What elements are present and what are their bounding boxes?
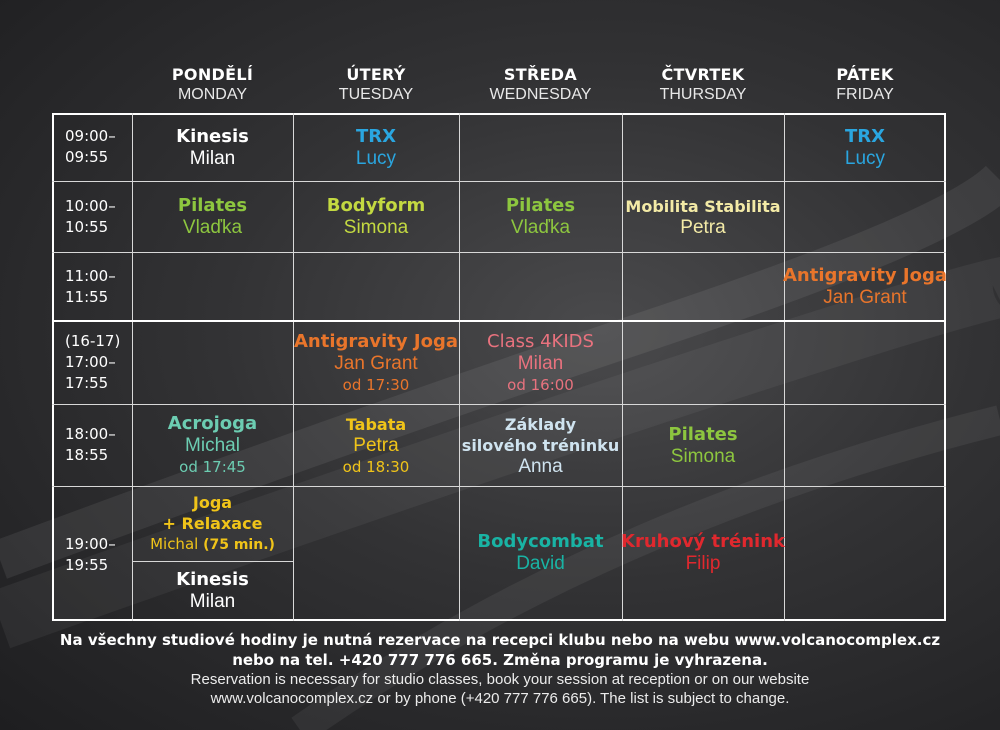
time-end: 19:55 — [65, 556, 109, 574]
time-start: 10:00– — [65, 197, 116, 215]
class-cell-thu-1000 — [622, 182, 784, 252]
class-cell-tue-0900 — [293, 115, 459, 181]
class-name-line1: Základy — [504, 414, 577, 434]
time-start: 18:00– — [65, 425, 116, 443]
time-start: 19:00– — [65, 535, 116, 553]
class-name: Antigravity Joga — [782, 264, 948, 286]
day-name-en: TUESDAY — [338, 86, 414, 103]
notice-en-line1: Reservation is necessary for studio classes, book your session at reception or on our website — [190, 671, 810, 688]
day-name-en: FRIDAY — [836, 86, 894, 103]
class-coach-line — [150, 534, 275, 556]
class-coach: David — [516, 553, 565, 574]
class-cell-mon-1800 — [132, 405, 293, 486]
time-slot-0900 — [52, 126, 132, 168]
notice-cz-line1: Na všechny studiové hodiny je nutná rezervace na recepci klubu nebo na webu www.volcanocomplex.cz — [59, 631, 941, 649]
class-coach: Simona — [670, 445, 736, 467]
class-name: Pilates — [668, 423, 738, 445]
class-name: TRX — [844, 126, 886, 147]
class-coach: Milan — [189, 148, 236, 169]
class-name: Kruhový trénink — [621, 531, 786, 552]
time-slot-1100 — [52, 266, 132, 308]
class-coach: Anna — [518, 455, 563, 477]
class-name: Pilates — [177, 195, 248, 216]
day-name-en: WEDNESDAY — [489, 86, 592, 103]
class-duration-note: (75 min.) — [203, 537, 275, 553]
day-name-en: MONDAY — [177, 86, 248, 103]
class-cell-mon-1900-kinesis — [132, 562, 293, 619]
day-name-cz: ÚTERÝ — [346, 65, 406, 84]
class-cell-mon-1000 — [132, 182, 293, 252]
class-time: od 16:00 — [507, 375, 574, 394]
class-name: Kinesis — [176, 568, 249, 590]
time-slot-1000 — [52, 196, 132, 238]
reservation-notice — [0, 630, 1000, 708]
class-name: Mobilita Stabilita — [625, 196, 781, 216]
class-cell-thu-1800 — [622, 405, 784, 486]
class-time: od 17:45 — [179, 458, 246, 476]
class-name-line2: silového tréninku — [461, 435, 620, 455]
class-coach: Filip — [685, 553, 721, 574]
class-time: od 18:30 — [342, 457, 410, 476]
notice-en-line2: www.volcanocomplex.cz or by phone (+420 777 776 665). The list is subject to change. — [210, 690, 790, 707]
class-cell-mon-0900 — [132, 115, 293, 181]
class-cell-wed-1800 — [459, 405, 622, 486]
class-name: Bodyform — [326, 195, 426, 216]
time-end: 09:55 — [65, 148, 109, 166]
class-coach: Petra — [680, 216, 726, 238]
time-prefix: (16-17) — [65, 332, 121, 350]
class-coach: Jan Grant — [334, 352, 418, 374]
class-name: Acrojoga — [167, 413, 258, 434]
time-slot-1900 — [52, 534, 132, 576]
notice-cz-line2: nebo na tel. +420 777 776 665. Změna programu je vyhrazena. — [232, 651, 768, 669]
class-coach: Simona — [343, 217, 409, 238]
day-header-tuesday — [293, 65, 459, 105]
class-coach: Petra — [353, 434, 399, 456]
day-name-cz: STŘEDA — [503, 65, 578, 84]
class-coach: Michal — [185, 435, 240, 456]
day-name-cz: ČTVRTEK — [661, 65, 745, 84]
day-name-en: THURSDAY — [659, 86, 747, 103]
time-end: 10:55 — [65, 218, 109, 236]
class-coach: Lucy — [844, 148, 886, 169]
time-start: 11:00– — [65, 267, 116, 285]
class-coach: Vlaďka — [182, 217, 243, 238]
class-cell-tue-1800 — [293, 405, 459, 486]
class-coach: Jan Grant — [823, 286, 907, 308]
time-end: 11:55 — [65, 288, 109, 306]
time-end: 18:55 — [65, 446, 109, 464]
class-name: Pilates — [505, 195, 576, 216]
time-start: 09:00– — [65, 127, 116, 145]
class-name: Class 4KIDS — [487, 330, 594, 352]
day-header-monday — [132, 65, 293, 105]
class-name: Kinesis — [176, 126, 249, 147]
class-name: Antigravity Joga — [293, 330, 459, 352]
time-slot-1800 — [52, 424, 132, 466]
class-name: TRX — [355, 126, 397, 147]
time-slot-1700 — [52, 331, 132, 394]
class-coach: Michal — [150, 535, 199, 553]
class-cell-wed-1700 — [459, 322, 622, 404]
time-end: 17:55 — [65, 374, 109, 392]
class-coach: Lucy — [355, 148, 397, 169]
class-coach: Vlaďka — [510, 217, 571, 238]
day-name-cz: PÁTEK — [836, 65, 894, 84]
class-cell-fri-0900 — [784, 115, 946, 181]
time-start: 17:00– — [65, 353, 116, 371]
class-cell-fri-1100 — [784, 253, 946, 320]
class-name: Tabata — [345, 414, 407, 434]
class-cell-wed-1900 — [459, 487, 622, 619]
class-cell-tue-1700 — [293, 322, 459, 404]
class-name-line2: + Relaxace — [162, 514, 263, 533]
class-coach: Milan — [189, 590, 236, 612]
class-name-line1: Joga — [192, 493, 233, 512]
day-header-wednesday — [459, 65, 622, 105]
class-coach: Milan — [517, 352, 564, 374]
day-name-cz: PONDĚLÍ — [171, 65, 254, 84]
class-cell-mon-1900-joga — [132, 487, 293, 561]
class-cell-wed-1000 — [459, 182, 622, 252]
day-header-thursday — [622, 65, 784, 105]
day-header-friday — [784, 65, 946, 105]
class-time: od 17:30 — [342, 375, 410, 394]
class-name: Bodycombat — [477, 531, 604, 552]
class-cell-tue-1000 — [293, 182, 459, 252]
class-cell-thu-1900 — [622, 487, 784, 619]
